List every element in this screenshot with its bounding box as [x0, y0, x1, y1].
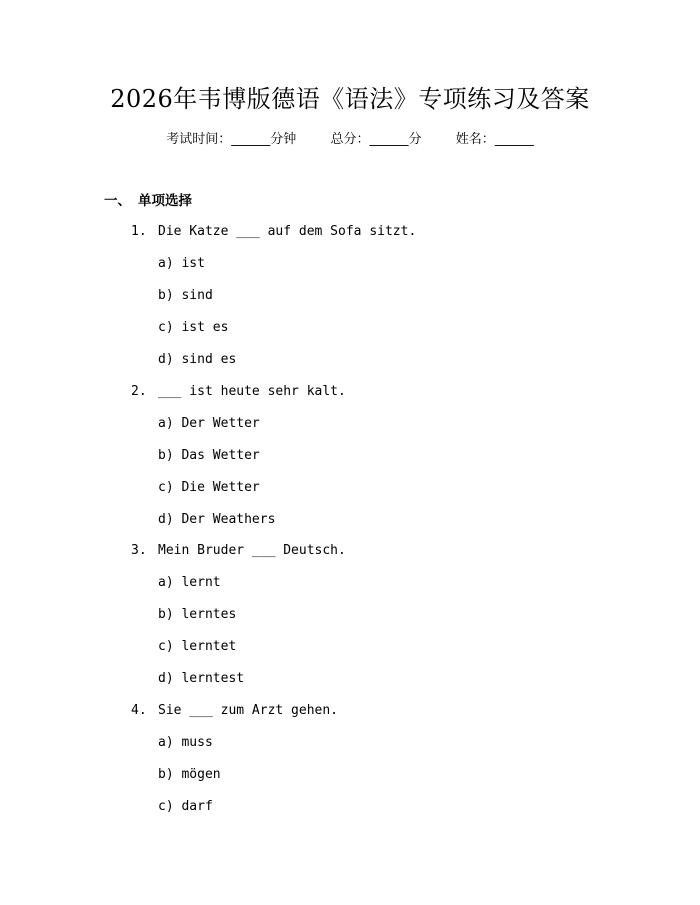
option-4c: c) darf — [158, 799, 213, 814]
question-number: 4. — [131, 703, 147, 718]
question-number: 2. — [131, 384, 147, 399]
total-score-label: 总分：______分 — [330, 132, 422, 147]
section-number: 一、 — [104, 193, 131, 209]
section-title: 单项选择 — [138, 193, 192, 209]
question-text: Die Katze ___ auf dem Sofa sitzt. — [158, 224, 417, 239]
option-1b: b) sind — [158, 288, 213, 303]
option-3d: d) lerntest — [158, 671, 245, 686]
option-2c: c) Die Wetter — [158, 480, 260, 495]
option-3c: c) lerntet — [158, 639, 237, 654]
question-2 — [131, 382, 346, 402]
option-4b: b) mögen — [158, 767, 221, 782]
question-number: 3. — [131, 543, 147, 558]
option-3a: a) lernt — [158, 575, 221, 590]
option-1d: d) sind es — [158, 352, 237, 367]
option-3b: b) lerntes — [158, 607, 237, 622]
exam-time-label: 考试时间：______分钟 — [166, 132, 297, 147]
name-label: 姓名：______ — [455, 132, 534, 147]
question-number: 1. — [131, 224, 147, 239]
question-text: Mein Bruder ___ Deutsch. — [158, 543, 346, 558]
option-4a: a) muss — [158, 735, 213, 750]
section-heading — [104, 191, 192, 211]
option-2a: a) Der Wetter — [158, 416, 260, 431]
question-4 — [131, 701, 338, 721]
question-text: Sie ___ zum Arzt gehen. — [158, 703, 339, 718]
question-3 — [131, 541, 346, 561]
exam-info-line — [0, 129, 700, 151]
option-2b: b) Das Wetter — [158, 448, 260, 463]
document-title: 2026年韦博版德语《语法》专项练习及答案 — [110, 85, 590, 113]
question-text: ___ ist heute sehr kalt. — [158, 384, 346, 399]
option-2d: d) Der Weathers — [158, 512, 276, 527]
question-1 — [131, 222, 416, 242]
option-1a: a) ist — [158, 256, 205, 271]
option-1c: c) ist es — [158, 320, 229, 335]
